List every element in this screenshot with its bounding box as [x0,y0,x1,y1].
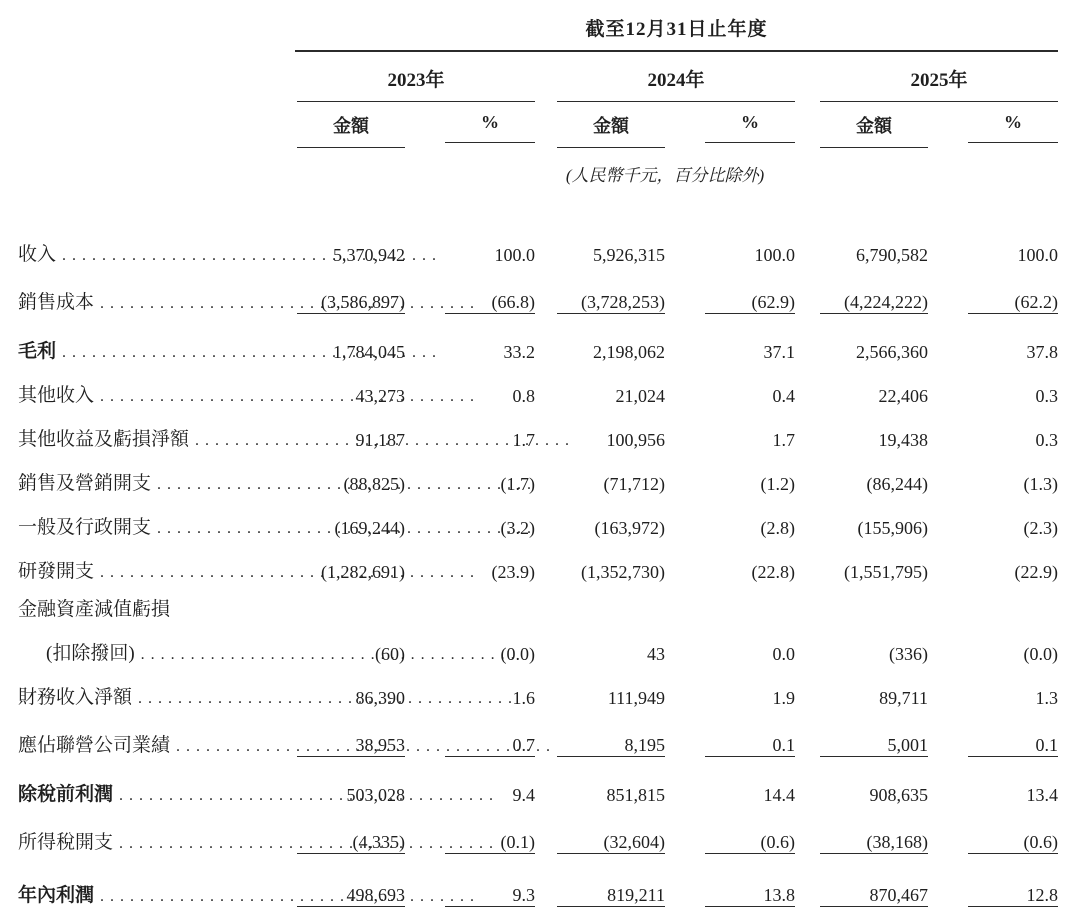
row-label-cell [18,336,295,367]
amount-cell-2023: (88,825) [343,474,405,494]
percent-cell-2024: 0.4 [772,386,795,406]
percent-cell-2025: 0.3 [1035,430,1058,450]
row-label-cell [18,594,295,625]
percent-cell-2025: (1.3) [1023,474,1058,494]
percent-cell-2025: 1.3 [1035,688,1058,708]
percent-cell-2025: (22.9) [1014,562,1058,582]
amount-cell-2023: (169,244) [334,518,405,538]
table-row [18,766,1058,810]
row-label: 其他收入 [18,385,95,406]
amount-cell-2024: 2,198,062 [593,342,665,362]
table-body [18,226,1058,911]
percent-cell-2024 [665,621,795,625]
year-column-2023 [295,52,535,102]
row-label-cell [18,287,295,318]
amount-cell-2024: (71,712) [603,474,665,494]
row-label: (扣除撥回) [46,643,135,664]
table-row [18,323,1058,367]
row-label-cell [18,239,295,270]
percent-cell-2024: (1.2) [760,474,795,494]
table-row [18,625,1058,669]
year-column-2024 [535,52,795,102]
table-row [18,367,1058,411]
table-row [18,713,1058,761]
percent-cell-2025: 100.0 [1017,245,1058,265]
percent-cell-2025: 13.4 [1026,785,1058,805]
amount-cell-2025: 19,438 [878,430,928,450]
period-title: 截至12月31日止年度 [295,6,1058,52]
row-label-cell [18,512,295,543]
percent-cell-2025: (0.0) [1023,644,1058,664]
row-label: 研發開支 [18,561,95,582]
percent-cell-2024: (62.9) [665,292,795,318]
table-row [18,587,1058,625]
percent-cell-2023: 1.7 [512,430,535,450]
amount-cell-2024: 8,195 [535,735,665,761]
percent-cell-2023: 100.0 [494,245,535,265]
amount-cell-2024: 100,956 [606,430,665,450]
percent-cell-2025: 12.8 [928,885,1058,911]
amount-cell-2024: (1,352,730) [581,562,665,582]
row-label: 年內利潤 [18,885,95,906]
row-label-cell [18,880,295,911]
amount-cell-2024: (163,972) [594,518,665,538]
row-label-cell [18,556,295,587]
amount-cell-2024: 851,815 [606,785,665,805]
amount-cell-2023: (1,282,691) [321,562,405,582]
table-row [18,499,1058,543]
percent-cell-2023: 9.3 [405,885,535,911]
amount-cell-2024 [535,621,665,625]
amount-cell-2025: (1,551,795) [844,562,928,582]
row-label-cell [18,468,295,499]
percent-cell-2024: 0.0 [772,644,795,664]
table-row [18,863,1058,911]
row-label-cell [18,424,295,455]
percent-cell-2024: (2.8) [760,518,795,538]
percent-cell-2023 [405,621,535,625]
percent-cell-2023: (1.7) [500,474,535,494]
year-label: 2023年 [297,65,535,102]
row-label-cell [18,638,295,669]
percent-cell-2024: (22.8) [751,562,795,582]
amount-cell-2025: (4,224,222) [795,292,928,318]
year-label: 2024年 [557,65,795,102]
percent-cell-2023: (23.9) [491,562,535,582]
row-label: 一般及行政開支 [18,517,152,538]
percent-cell-2023: (66.8) [405,292,535,318]
percent-cell-2023: 9.4 [512,785,535,805]
row-label: 所得稅開支 [18,832,114,853]
table-header-years [18,52,1058,102]
percent-cell-2025 [928,621,1058,625]
amount-cell-2024: 111,949 [607,688,665,708]
row-label-cell [18,682,295,713]
amount-cell-2024: 43 [647,644,665,664]
amount-cell-2025: (336) [889,644,928,664]
amount-cell-2023: (4,335) [295,832,405,858]
amount-header-2025: 金額 [795,102,928,148]
row-label: 金融資產減值虧損 [18,599,171,620]
percent-cell-2024: 1.7 [772,430,795,450]
row-label-cell [18,380,295,411]
percent-cell-2024: 14.4 [763,785,795,805]
amount-cell-2023: 91,187 [355,430,405,450]
table-header-measures [18,102,1058,148]
percent-cell-2025: 37.8 [1026,342,1058,362]
percent-cell-2023: (0.1) [405,832,535,858]
amount-cell-2023: (60) [375,644,405,664]
percent-cell-2023: (3.2) [500,518,535,538]
amount-cell-2023: 1,784,045 [333,342,405,362]
amount-cell-2023 [295,621,405,625]
amount-cell-2025: (155,906) [857,518,928,538]
percent-header-2025: % [928,102,1058,148]
amount-cell-2025: 5,001 [795,735,928,761]
income-statement-table [18,6,1058,911]
percent-cell-2023: 0.8 [512,386,535,406]
amount-cell-2025: 89,711 [879,688,928,708]
table-row [18,411,1058,455]
percent-header-2023: % [405,102,535,148]
amount-cell-2025: (86,244) [866,474,928,494]
row-label-cell [18,779,295,810]
year-column-2025 [795,52,1058,102]
amount-cell-2024: 21,024 [615,386,665,406]
row-label: 銷售成本 [18,292,95,313]
percent-cell-2025: 0.3 [1035,386,1058,406]
percent-cell-2024: (0.6) [665,832,795,858]
amount-cell-2024: (3,728,253) [535,292,665,318]
percent-cell-2024: 0.1 [665,735,795,761]
amount-cell-2024: (32,604) [535,832,665,858]
amount-cell-2023: 503,028 [346,785,405,805]
row-label: 收入 [18,244,57,265]
percent-cell-2023: 1.6 [512,688,535,708]
amount-cell-2025: 6,790,582 [856,245,928,265]
amount-cell-2025: 22,406 [878,386,928,406]
percent-cell-2025: (2.3) [1023,518,1058,538]
amount-cell-2023: 86,390 [355,688,405,708]
percent-cell-2024: 13.8 [665,885,795,911]
table-row [18,669,1058,713]
unit-note: (人民幣千元，百分比除外) [565,166,765,185]
percent-cell-2025: 0.1 [928,735,1058,761]
amount-header-2024: 金額 [535,102,665,148]
percent-cell-2025: (62.2) [928,292,1058,318]
row-label: 除稅前利潤 [18,784,114,805]
row-label-cell [18,730,295,761]
amount-cell-2023: 38,953 [295,735,405,761]
percent-cell-2024: 1.9 [772,688,795,708]
table-row [18,810,1058,858]
row-label-cell [18,827,295,858]
percent-cell-2024: 100.0 [754,245,795,265]
row-label: 銷售及營銷開支 [18,473,152,494]
amount-cell-2025: 870,467 [795,885,928,911]
row-label: 毛利 [18,341,57,362]
row-label: 財務收入淨額 [18,687,133,708]
amount-cell-2023: 43,273 [355,386,405,406]
percent-header-2024: % [665,102,795,148]
amount-header-2023: 金額 [295,102,405,148]
amount-cell-2024: 5,926,315 [593,245,665,265]
row-label: 應佔聯營公司業績 [18,735,171,756]
percent-cell-2025: (0.6) [928,832,1058,858]
amount-cell-2025: 2,566,360 [856,342,928,362]
amount-cell-2025: 908,635 [869,785,928,805]
table-header-period [18,6,1058,52]
percent-cell-2023: 33.2 [503,342,535,362]
table-row [18,226,1058,270]
percent-cell-2024: 37.1 [763,342,795,362]
table-unit-note-row [18,148,1058,186]
amount-cell-2023: 5,370,942 [333,245,405,265]
table-row [18,543,1058,587]
row-label: 其他收益及虧損淨額 [18,429,190,450]
amount-cell-2024: 819,211 [535,885,665,911]
year-label: 2025年 [820,65,1058,102]
percent-cell-2023: (0.0) [500,644,535,664]
percent-cell-2023: 0.7 [405,735,535,761]
amount-cell-2023: (3,586,897) [295,292,405,318]
amount-cell-2023: 498,693 [295,885,405,911]
amount-cell-2025: (38,168) [795,832,928,858]
table-row [18,455,1058,499]
table-row [18,270,1058,318]
amount-cell-2025 [795,621,928,625]
